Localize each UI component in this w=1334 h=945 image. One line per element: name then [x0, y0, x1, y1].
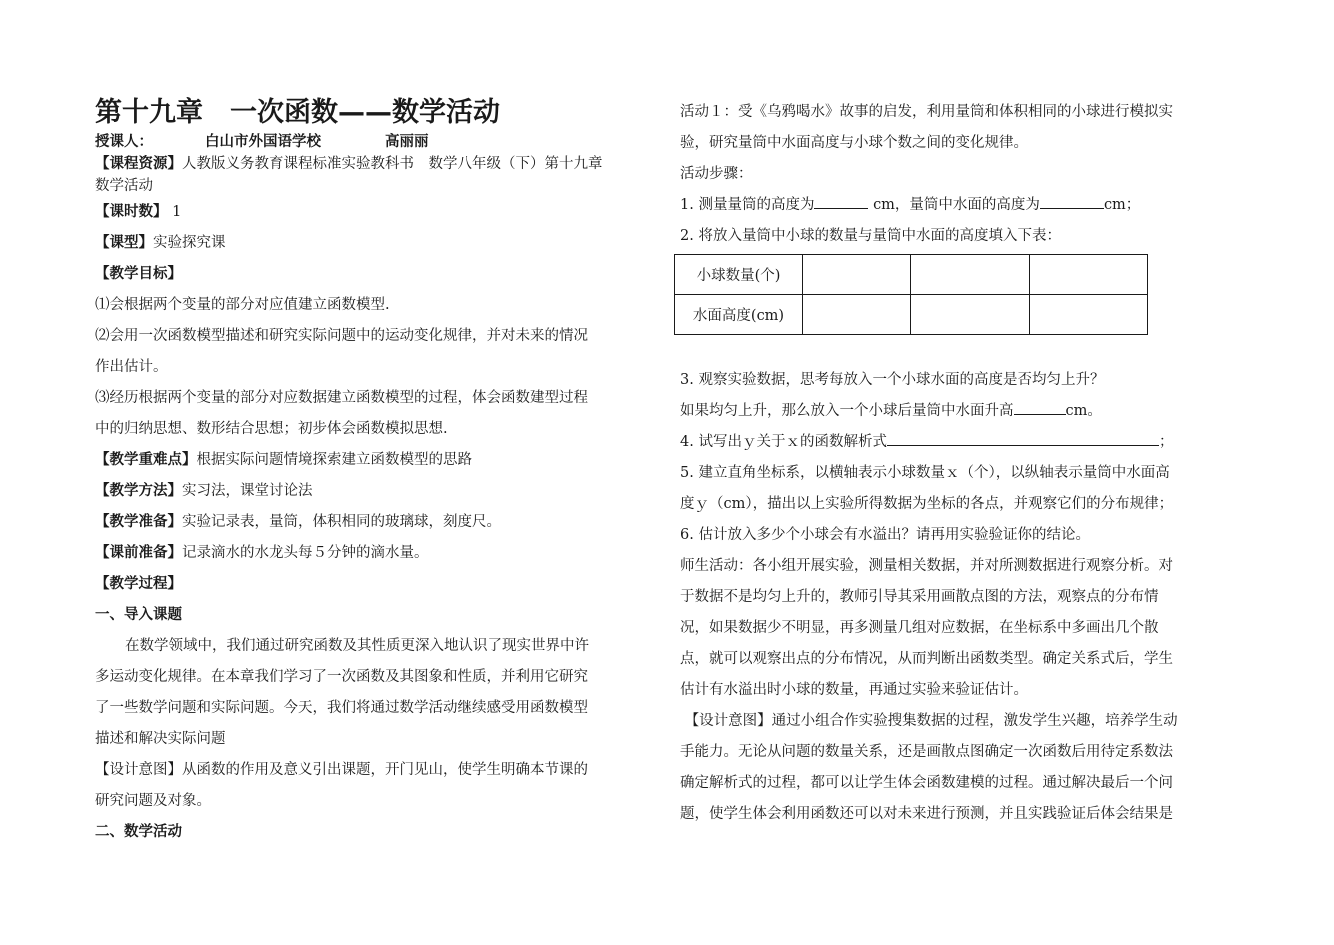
steps-label: 活动步骤： [680, 166, 753, 182]
table-cell[interactable] [803, 255, 911, 295]
table-header-ball-count: 小球数量(个) [675, 255, 803, 295]
activity-1a: 活动１：受《乌鸦喝水》故事的启发，利用量筒和体积相同的小球进行模拟实 [680, 104, 1173, 120]
blank-water-height[interactable] [1040, 194, 1104, 209]
step-6: 6. 估计放入多少个小球会有水溢出？请再用实验验证你的结论。 [680, 527, 1090, 543]
design-text-2: 研究问题及对象。 [95, 793, 211, 809]
step1-text-b: cm，量筒中水面的高度为 [873, 197, 1040, 213]
table-row [675, 255, 1148, 295]
intro-2: 多运动变化规律。在本章我们学习了一次函数及其图象和性质，并利用它研究 [95, 669, 588, 685]
step3-text: 如果均匀上升，那么放入一个小球后量筒中水面升高 [680, 403, 1014, 419]
step1-text-c: cm； [1103, 197, 1141, 213]
step3-unit: cm。 [1065, 403, 1102, 419]
step-5a: 5. 建立直角坐标系，以横轴表示小球数量ｘ（个），以纵轴表示量筒中水面高 [680, 465, 1170, 481]
process-label: 【教学过程】 [95, 576, 182, 592]
method-label: 【教学方法】 [95, 483, 182, 499]
prep-label: 【教学准备】 [95, 514, 182, 530]
table-cell[interactable] [911, 295, 1030, 335]
goals-label: 【教学目标】 [95, 266, 182, 282]
goal-2b: 作出估计。 [95, 359, 168, 375]
method-value: 实习法，课堂讨论法 [182, 483, 313, 499]
preclass-line [95, 538, 650, 569]
table-cell[interactable] [803, 295, 911, 335]
teacher-student-1: 师生活动：各小组开展实验，测量相关数据，并对所测数据进行观察分析。对 [680, 558, 1173, 574]
keypoints-line [95, 445, 650, 476]
section2-title: 二、数学活动 [95, 824, 182, 840]
type-line [95, 228, 650, 259]
goal-3b: 中的归纳思想、数形结合思想；初步体会函数模拟思想. [95, 421, 448, 437]
step-3a: 3. 观察实验数据，思考每放入一个小球水面的高度是否均匀上升？ [680, 372, 1105, 388]
design-text-1: 从函数的作用及意义引出课题，开门见山，使学生明确本节课的 [182, 762, 588, 778]
page-title: 第十九章 一次函数——数学活动 [95, 97, 500, 128]
step4-end: ； [1158, 434, 1174, 450]
resource-text: 人教版义务教育课程标准实验教科书 数学八年级（下）第十九章 [182, 156, 603, 172]
table-row [675, 295, 1148, 335]
preclass-value: 记录滴水的水龙头每５分钟的滴水量。 [182, 545, 429, 561]
type-label: 【课型】 [95, 235, 153, 251]
design-right-3: 确定解析式的过程，都可以让学生体会函数建模的过程。通过解决最后一个问 [680, 775, 1173, 791]
teacher-line [95, 131, 650, 153]
teacher-student-2: 于数据不是均匀上升的，教师引导其采用画散点图的方法，观察点的分布情 [680, 589, 1159, 605]
type-value: 实验探究课 [153, 235, 226, 251]
design-right-4: 题，使学生体会利用函数还可以对未来进行预测，并且实践验证后体会结果是 [680, 806, 1173, 822]
preclass-label: 【课前准备】 [95, 545, 182, 561]
blank-cylinder-height[interactable] [814, 194, 868, 209]
goal-3a: ⑶经历根据两个变量的部分对应数据建立函数模型的过程，体会函数建型过程 [95, 390, 588, 406]
step4-text: 4. 试写出ｙ关于ｘ的函数解析式 [680, 434, 887, 450]
intro-1: 在数学领域中，我们通过研究函数及其性质更深入地认识了现实世界中许 [125, 638, 589, 654]
hours-line [95, 197, 650, 228]
step-3b [680, 396, 1240, 427]
school-name: 白山市外国语学校 [205, 134, 321, 150]
design-right-2: 手能力。无论从问题的数量关系，还是画散点图确定一次函数后用待定系数法 [680, 744, 1173, 760]
table-cell[interactable] [1030, 295, 1148, 335]
teacher-student-3: 况，如果数据少不明显，再多测量几组对应数据，在坐标系中多画出几个散 [680, 620, 1159, 636]
teacher-student-4: 点，就可以观察出点的分布情况，从而判断出函数类型。确定关系式后，学生 [680, 651, 1173, 667]
goal-2a: ⑵会用一次函数模型描述和研究实际问题中的运动变化规律，并对未来的情况 [95, 328, 588, 344]
activity-1b: 验，研究量筒中水面高度与小球个数之间的变化规律。 [680, 135, 1028, 151]
intro-3: 了一些数学问题和实际问题。今天，我们将通过数学活动继续感受用函数模型 [95, 700, 588, 716]
design-line-right [680, 706, 1240, 737]
intro-4: 描述和解决实际问题 [95, 731, 226, 747]
step-4 [680, 427, 1240, 458]
data-table [674, 254, 1148, 335]
step-2: 2. 将放入量筒中小球的数量与量筒中水面的高度填入下表： [680, 228, 1061, 244]
design-right-1: 通过小组合作实验搜集数据的过程，激发学生兴趣，培养学生动 [771, 713, 1178, 729]
method-line [95, 476, 650, 507]
prep-value: 实验记录表，量筒，体积相同的玻璃球，刻度尺。 [182, 514, 501, 530]
section1-title: 一、导入课题 [95, 607, 182, 623]
teacher-student-5: 估计有水溢出时小球的数量，再通过实验来验证估计。 [680, 682, 1028, 698]
resource-label: 【课程资源】 [95, 156, 182, 172]
right-column [680, 97, 1240, 830]
teacher-label: 授课人： [95, 134, 153, 150]
design-label: 【设计意图】 [95, 762, 182, 778]
design-line [95, 755, 650, 786]
step-5b: 度ｙ（cm），描出以上实验所得数据为坐标的各点，并观察它们的分布规律； [680, 496, 1174, 512]
left-column [95, 95, 650, 848]
design-label-right: 【设计意图】 [684, 713, 772, 729]
prep-line [95, 507, 650, 538]
step1-text-a: 1. 测量量筒的高度为 [680, 197, 815, 213]
goal-1: ⑴会根据两个变量的部分对应值建立函数模型. [95, 297, 390, 313]
resource-line [95, 153, 650, 175]
table-header-water-height: 水面高度(cm) [675, 295, 803, 335]
keypoints-label: 【教学重难点】 [95, 452, 197, 468]
teacher-name: 高丽丽 [385, 134, 429, 150]
table-cell[interactable] [911, 255, 1030, 295]
keypoints-value: 根据实际问题情境探索建立函数模型的思路 [196, 452, 472, 468]
blank-function-expression[interactable] [887, 431, 1159, 446]
hours-value: 1 [172, 204, 182, 220]
step-1 [680, 190, 1240, 221]
hours-label: 【课时数】 [95, 204, 168, 220]
table-cell[interactable] [1030, 255, 1148, 295]
resource-line-2: 数学活动 [95, 178, 153, 194]
blank-rise-per-ball[interactable] [1014, 400, 1066, 415]
